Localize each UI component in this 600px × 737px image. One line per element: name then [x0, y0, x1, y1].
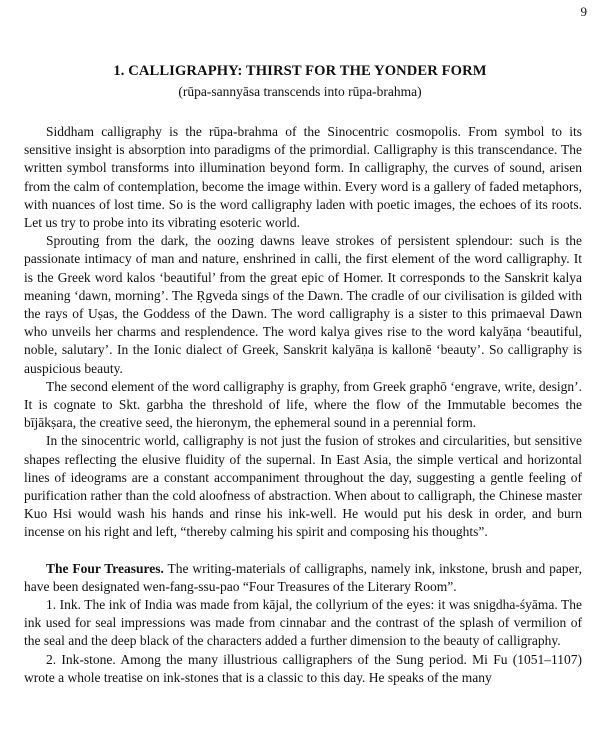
page-number: 9	[580, 4, 587, 19]
paragraph-ink-stone: 2. Ink-stone. Among the many illustrious calligraphers of the Sung period. Mi Fu (1051–1107) wrote a whole treatise on ink-stones that is a classic to this day. He speaks of the many	[24, 651, 582, 685]
paragraph-four-treasures	[24, 560, 582, 596]
section-heading-four-treasures: The Four Treasures.	[46, 560, 164, 576]
paragraph-4: In the sinocentric world, calligraphy is not just the fusion of strokes and circularities, but sensitive shapes reflecting the elusive fluidity of the supernal. In East Asia, the simple vertical and horizontal lines of ideograms are a constant accompaniment throughout the day, suggesting a gentle feeling of purification rather than the cold aloofness of abstraction. When about to calligraph, the Chinese master Kuo Hsi would wash his hands and rinse his ink-well. He would put his desk in order, and burn incense on his right and left, “thereby calming his spirit and composing his thoughts”.	[24, 433, 582, 540]
chapter-title: 1. CALLIGRAPHY: THIRST FOR THE YONDER FORM	[113, 63, 487, 79]
body-text	[24, 123, 582, 687]
paragraph-five-text: The writing-materials of calligraphs, namely ink, inkstone, brush and paper, have been designated wen-fang-ssu-pao “Four Treasures of the Literary Room”.	[24, 560, 582, 594]
paragraph-ink: 1. Ink. The ink of India was made from kājal, the collyrium of the eyes: it was snigdha-śyāma. The ink used for seal impressions was made from cinnabar and the contrast of the splash of vermilion of the seal and the deep black of the characters added a further dimension to the beauty of calligraphy.	[24, 597, 582, 649]
paragraph-2: Sprouting from the dark, the oozing dawns leave strokes of persistent splendour: such is the passionate intimacy of man and nature, enshrined in calli, the first element of the word calligraphy. It is the Greek word kalos ‘beautiful’ from the great epic of Homer. It corresponds to the Sanskrit kalya meaning ‘dawn, morning’. The Ṛgveda sings of the Dawn. The cradle of our civilisation is gilded with the rays of Uṣas, the Goddess of the Dawn. The word calligraphy is a sister to this primaeval Dawn who unveils her charms and resplendence. The word kalya gives rise to the word kalyāṇa ‘beautiful, noble, salutary’. In the Ionic dialect of Greek, Sanskrit kalyāṇa is kallonē ‘beauty’. So calligraphy is auspicious beauty.	[24, 233, 582, 376]
chapter-subtitle: (rūpa-sannyāsa transcends into rūpa-brahma)	[178, 84, 422, 99]
paragraph-3: The second element of the word calligraphy is graphy, from Greek graphō ‘engrave, write, design’. It is cognate to Skt. garbha the threshold of life, where the flow of the Immutable becomes the bījākṣara, the creative seed, the hieronym, the ephemeral sound in a perennial form.	[24, 378, 582, 431]
paragraph-1: Siddham calligraphy is the rūpa-brahma of the Sinocentric cosmopolis. From symbol to its sensitive insight is absorption into paradigms of the primordial. Calligraphy is this transcendance. The written symbol transforms into illumination beyond form. In calligraphy, the curves of sound, arisen from the calm of contemplation, become the image within. Every word is a gallery of faded metaphors, with nuances of lost time. So is the word calligraphy laden with poetic images, the echoes of its roots. Let us try to probe into its vibrating esoteric world.	[24, 124, 582, 231]
